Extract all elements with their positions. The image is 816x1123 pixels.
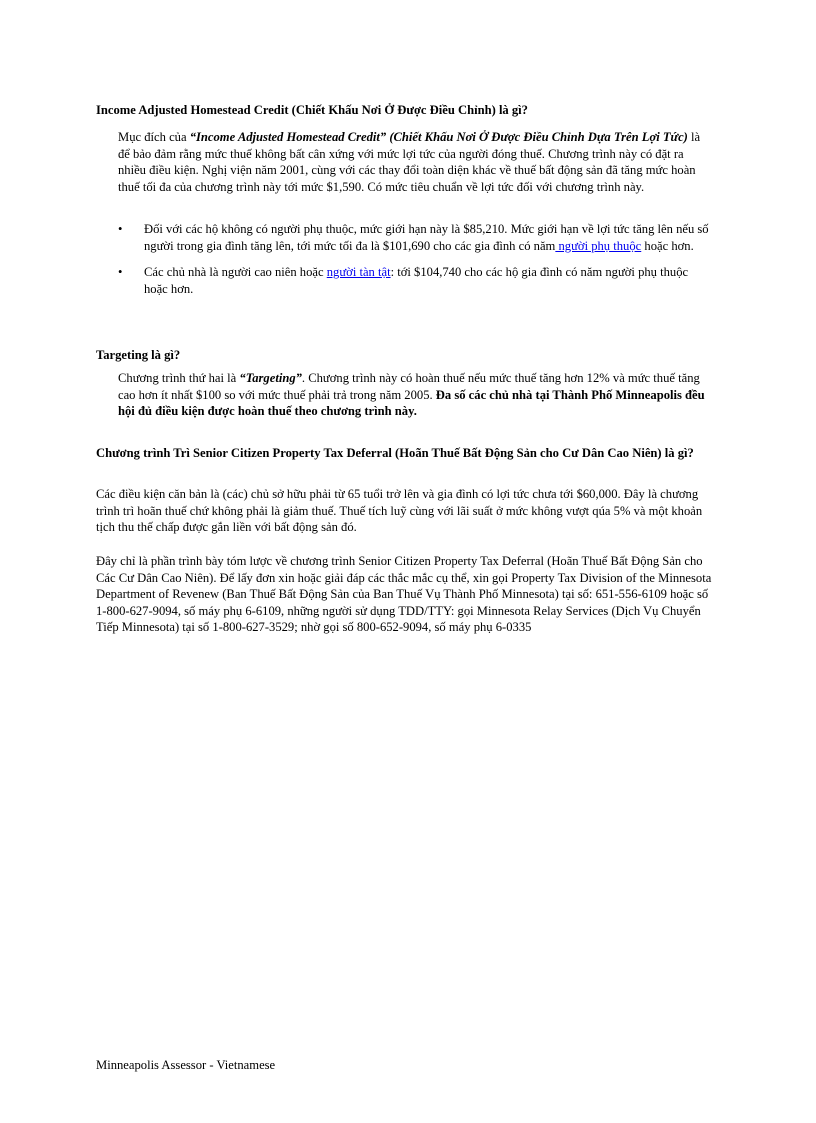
targeting-paragraph: Chương trình thứ hai là “Targeting”. Chương trình này có hoàn thuế nếu mức thuế tăng hơn 12% và mức thuế tăng cao hơn ít nhất $100 so với mức thuế phải trả trong năm 2005. Đa số các chủ nhà tại Thành Phố Minneapolis đều hội đủ điều kiện được hoàn thuế theo chương trình này. — [118, 371, 705, 418]
dependents-link[interactable]: người phụ thuộc — [555, 238, 642, 253]
eligibility-note-bold: Đa số các chủ nhà tại Thành Phố Minneapolis đều hội đủ điều kiện được hoàn thuế theo chương trình này. — [118, 387, 705, 418]
section-heading-targeting: Targeting là gì? — [96, 348, 181, 362]
section-heading-income-adjusted-homestead-credit: Income Adjusted Homestead Credit (Chiết Khấu Nơi Ở Được Điều Chỉnh) là gì? — [96, 103, 528, 117]
program-name-emphasis: “Income Adjusted Homestead Credit” (Chiết Khấu Nơi Ở Được Điều Chỉnh Dựa Trên Lợi Tức) — [189, 130, 688, 144]
targeting-emphasis: “Targeting” — [239, 371, 302, 385]
list-item: • Đối với các hộ không có người phụ thuộc, mức giới hạn này là $85,210. Mức giới hạn về lợi tức tăng lên nếu số người trong gia đình tăng lên, tới mức tối đa là $101,690 cho các gia đình có năm người phụ thuộc hoặc hơn. — [118, 221, 714, 254]
income-limit-list — [118, 221, 714, 307]
deferral-contact-paragraph: Đây chỉ là phần trình bày tóm lược về chương trình Senior Citizen Property Tax Deferral (Hoãn Thuế Bất Động Sản cho Các Cư Dân Cao Niên). Để lấy đơn xin hoặc giải đáp các thắc mắc cụ thể, xin gọi Property Tax Division of the Minnesota Department of Revenew (Ban Thuế Bất Động Sản của Ban Thuế Vụ Thành Phố Minnesota) tại số: 651-556-6109 hoặc số 1-800-627-9094, số máy phụ 6-6109, những người sử dụng TDD/TTY: gọi Minnesota Relay Services (Dịch Vụ Chuyển Tiếp Minnesota) tại số 1-800-627-3529; nhờ gọi số 800-652-9094, số máy phụ 6-0335 — [96, 554, 712, 634]
section-heading-senior-tax-deferral: Chương trình Trì Senior Citizen Property Tax Deferral (Hoãn Thuế Bất Động Sản cho Cư Dân Cao Niên) là gì? — [96, 446, 694, 460]
document-page — [96, 0, 718, 1123]
page-footer: Minneapolis Assessor - Vietnamese — [96, 1058, 276, 1072]
disabled-persons-link[interactable]: người tàn tật — [326, 265, 391, 279]
deferral-conditions-paragraph: Các điều kiện căn bản là (các) chủ sở hữu phải từ 65 tuổi trở lên và gia đình có lợi tức chưa tới $60,000. Đây là chương trình trì hoãn thuế chứ không phải là giảm thuế. Thuế tích luỹ cùng với lãi suất ở mức không vượt qúa 5% và một khoản tịch thu thế chấp được gắn liền với bất động sản đó. — [96, 487, 703, 534]
list-item: • Các chủ nhà là người cao niên hoặc người tàn tật: tới $104,740 cho các hộ gia đình có năm người phụ thuộc hoặc hơn. — [118, 264, 714, 297]
income-credit-intro-paragraph: Mục đích của “Income Adjusted Homestead Credit” (Chiết Khấu Nơi Ở Được Điều Chỉnh Dựa Trên Lợi Tức) là để bảo đảm rằng mức thuế không bất cân xứng với mức lợi tức của người đóng thuế. Chương trình này có đặt ra nhiều điều kiện. Nghị viện năm 2001, cùng với các thay đổi toàn diện khác về thuế bất động sản đã tăng mức hoàn thuế tối đa của chương trình này tới mức $1,590. Có mức tiêu chuẩn về lợi tức đối với chương trình này. — [118, 130, 701, 194]
